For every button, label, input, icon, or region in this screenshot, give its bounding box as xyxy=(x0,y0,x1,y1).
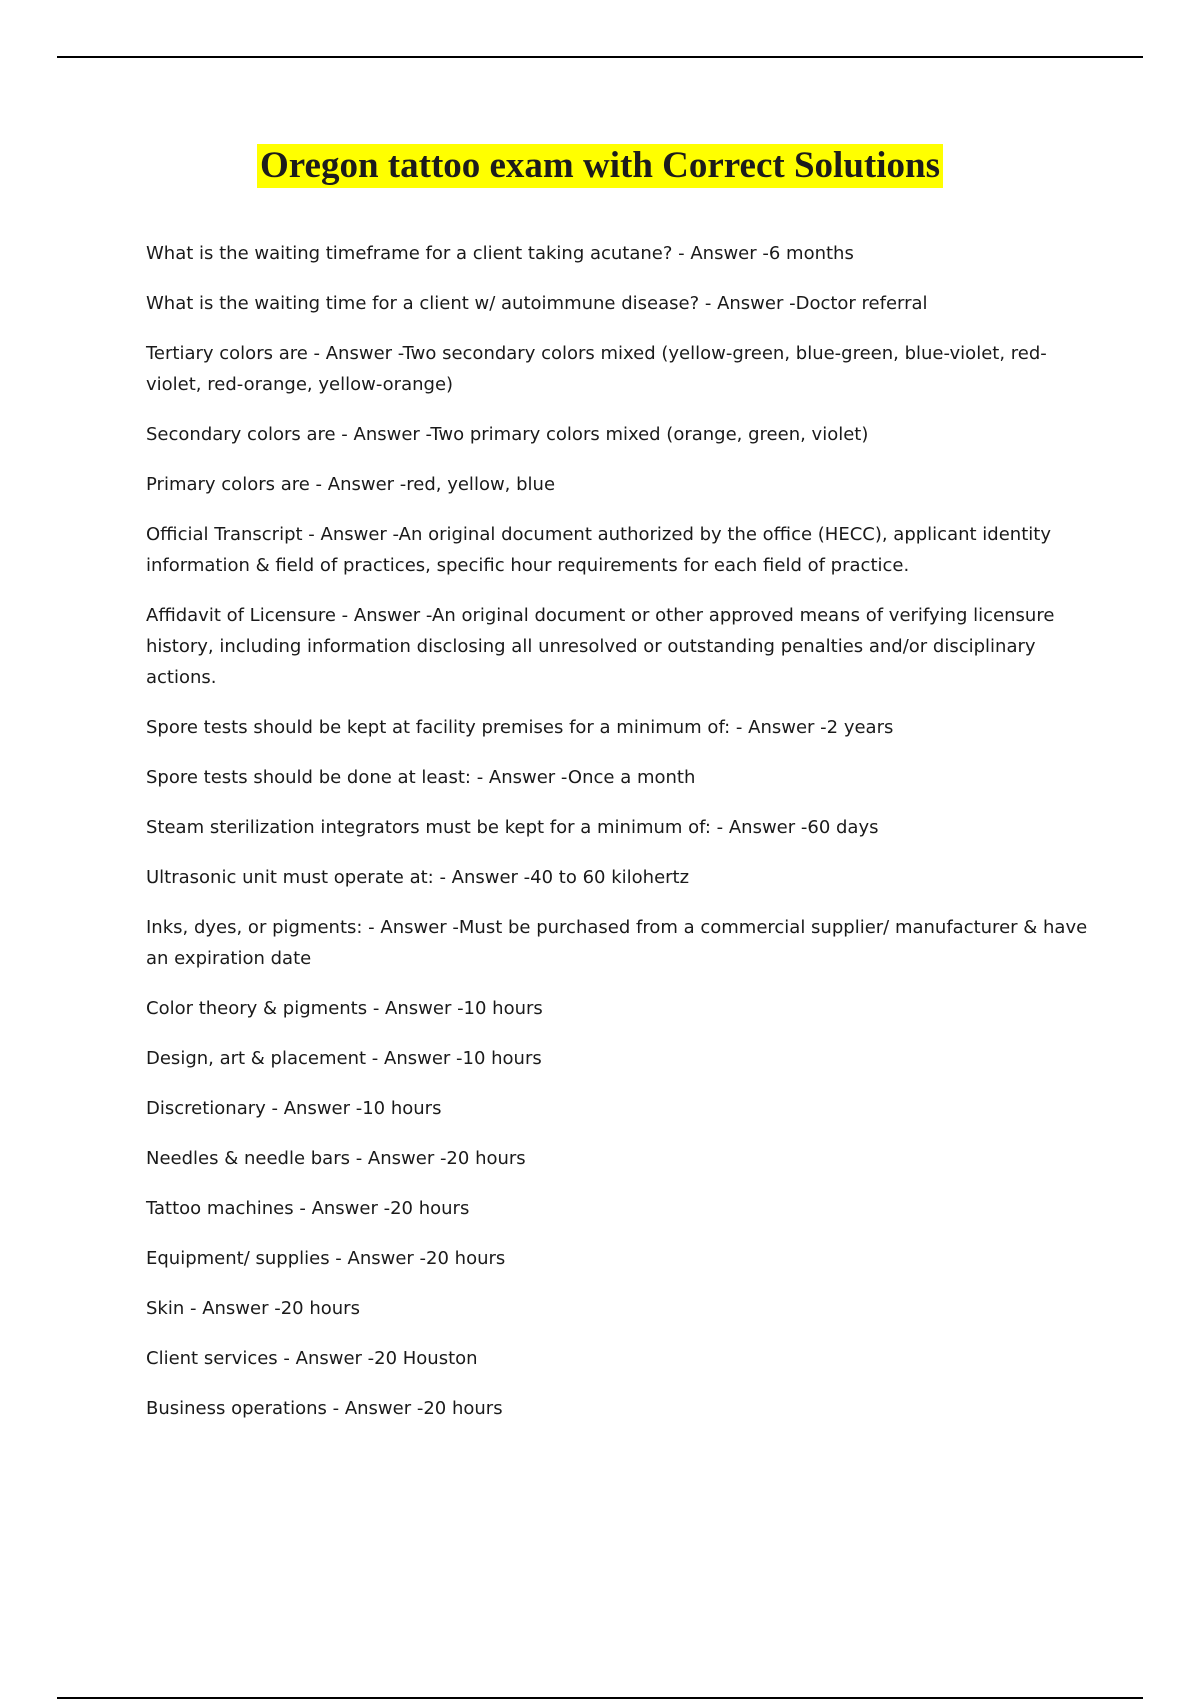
list-item: Equipment/ supplies - Answer -20 hours xyxy=(146,1248,506,1269)
list-item: Skin - Answer -20 hours xyxy=(146,1298,360,1319)
list-item: Color theory & pigments - Answer -10 hours xyxy=(146,998,543,1019)
list-item: Ultrasonic unit must operate at: - Answer -40 to 60 kilohertz xyxy=(146,867,690,888)
list-item: Affidavit of Licensure - Answer -An original document or other approved means of verifying licensure history, including information disclosing all unresolved or outstanding penalties and/or disciplinary actions. xyxy=(146,605,1055,688)
list-item: Steam sterilization integrators must be kept for a minimum of: - Answer -60 days xyxy=(146,817,879,838)
list-item: Secondary colors are - Answer -Two primary colors mixed (orange, green, violet) xyxy=(146,424,869,445)
list-item: Tattoo machines - Answer -20 hours xyxy=(146,1198,470,1219)
list-item: What is the waiting time for a client w/ autoimmune disease? - Answer -Doctor referral xyxy=(146,293,928,314)
list-item: Spore tests should be kept at facility premises for a minimum of: - Answer -2 years xyxy=(146,717,894,738)
top-rule xyxy=(57,56,1143,58)
bottom-rule xyxy=(57,1697,1143,1699)
qa-list xyxy=(146,238,1096,1443)
list-item: Discretionary - Answer -10 hours xyxy=(146,1098,442,1119)
list-item: Primary colors are - Answer -red, yellow, blue xyxy=(146,474,556,495)
list-item: Spore tests should be done at least: - Answer -Once a month xyxy=(146,767,696,788)
list-item: Official Transcript - Answer -An original document authorized by the office (HECC), applicant identity information & field of practices, specific hour requirements for each field of practice. xyxy=(146,524,1051,576)
list-item: Client services - Answer -20 Houston xyxy=(146,1348,478,1369)
list-item: Tertiary colors are - Answer -Two secondary colors mixed (yellow-green, blue-green, blue-violet, red-violet, red-orange, yellow-orange) xyxy=(146,343,1047,395)
list-item: Design, art & placement - Answer -10 hours xyxy=(146,1048,542,1069)
document-title: Oregon tattoo exam with Correct Solutions xyxy=(257,144,943,188)
list-item: Inks, dyes, or pigments: - Answer -Must be purchased from a commercial supplier/ manufacturer & have an expiration date xyxy=(146,917,1088,969)
list-item: Needles & needle bars - Answer -20 hours xyxy=(146,1148,526,1169)
list-item: What is the waiting timeframe for a client taking acutane? - Answer -6 months xyxy=(146,243,854,264)
list-item: Business operations - Answer -20 hours xyxy=(146,1398,503,1419)
title-container xyxy=(0,144,1200,188)
